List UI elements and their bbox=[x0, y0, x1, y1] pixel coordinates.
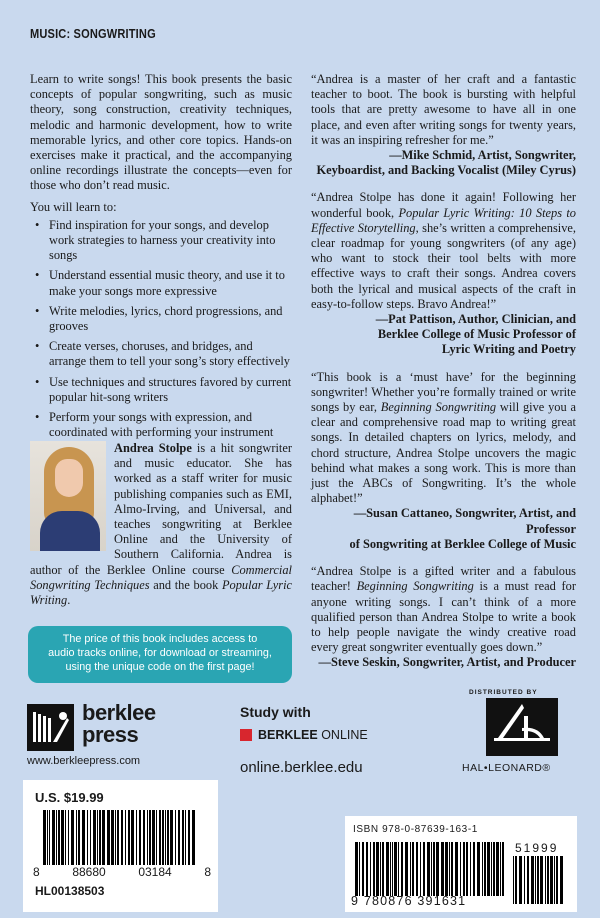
barcode-bar bbox=[61, 810, 64, 865]
barcode-bar bbox=[451, 842, 453, 896]
barcode-bar bbox=[491, 842, 492, 896]
barcode-bar bbox=[68, 810, 70, 865]
barcode-bar bbox=[115, 810, 116, 865]
barcode-bar bbox=[519, 856, 522, 904]
barcode-bar bbox=[43, 810, 46, 865]
barcode-bar bbox=[125, 810, 126, 865]
hal-leonard-icon bbox=[486, 698, 558, 756]
barcode-bar bbox=[412, 842, 414, 896]
right-column bbox=[311, 72, 576, 683]
barcode-bar bbox=[355, 842, 358, 896]
isbn-barcode-box bbox=[345, 816, 577, 912]
barcode-bar bbox=[111, 810, 114, 865]
quote-attribution: —Mike Schmid, Artist, Songwriter, bbox=[389, 148, 576, 163]
quote-attribution: —Susan Cattaneo, Songwriter, Artist, and Professor bbox=[353, 506, 576, 536]
barcode-bar bbox=[65, 810, 66, 865]
quote-block: “Andrea Stolpe has done it again! Following her wonderful book, Popular Lyric Writing: 10 Steps to Effective Storytelling, she’s written a comprehensive, clear roadmap for young songwriters (of any age) who want to stock their tool belts with more effective ways to craft their songs. Andrea covers both the lyrical and musical aspects of the craft in easy-to-follow steps. Bravo Andrea!” —Pat Pattison, Author, Clinician, and Berklee College of Music Professor of Lyric Writing and Poetry bbox=[311, 190, 577, 357]
barcode-bar bbox=[97, 810, 98, 865]
barcode-bar bbox=[147, 810, 148, 865]
hal-leonard-name: HAL•LEONARD® bbox=[462, 762, 551, 774]
barcode-bar bbox=[482, 842, 483, 896]
barcode-bar bbox=[550, 856, 553, 904]
barcode-bar bbox=[484, 842, 486, 896]
barcode-bar bbox=[502, 842, 504, 896]
barcode-bar bbox=[56, 810, 57, 865]
learn-item: • Perform your songs with expression, and coordinated with performing your instrument bbox=[30, 410, 292, 440]
barcode-bar bbox=[531, 856, 534, 904]
barcode-bar bbox=[76, 810, 77, 865]
barcode-bar bbox=[167, 810, 169, 865]
barcode-bar bbox=[87, 810, 88, 865]
barcode-bar bbox=[128, 810, 130, 865]
berklee-online-icon bbox=[240, 729, 252, 741]
barcode-bar bbox=[162, 810, 165, 865]
barcode-bar bbox=[380, 842, 381, 896]
barcode-bar bbox=[108, 810, 110, 865]
barcode-bar bbox=[427, 842, 430, 896]
barcode-bar bbox=[527, 856, 529, 904]
barcode-bar bbox=[165, 810, 166, 865]
learn-item: • Find inspiration for your songs, and develop work strategies to harness your creativity into songs bbox=[30, 218, 292, 264]
barcode-bar bbox=[540, 856, 543, 904]
barcode-bar bbox=[477, 842, 480, 896]
barcode-bar bbox=[524, 856, 525, 904]
barcode-bar bbox=[556, 856, 558, 904]
upc-barcode bbox=[43, 810, 197, 865]
isbn-barcode bbox=[355, 842, 505, 896]
barcode-bar bbox=[500, 842, 501, 896]
barcode-bar bbox=[82, 810, 85, 865]
barcode-bar bbox=[373, 842, 375, 896]
barcode-bar bbox=[431, 842, 432, 896]
barcode-bar bbox=[515, 856, 517, 904]
barcode-bar bbox=[537, 856, 539, 904]
barcode-bar bbox=[449, 842, 450, 896]
barcode-bar bbox=[49, 810, 51, 865]
barcode-bar bbox=[175, 810, 176, 865]
barcode-bar bbox=[90, 810, 92, 865]
barcode-bar bbox=[470, 842, 471, 896]
barcode-bar bbox=[463, 842, 465, 896]
barcode-bar bbox=[182, 810, 185, 865]
barcode-bar bbox=[170, 810, 173, 865]
berklee-press-icon bbox=[27, 704, 74, 751]
barcode-bar bbox=[178, 810, 180, 865]
barcode-bar bbox=[554, 856, 555, 904]
quote-attribution: —Pat Pattison, Author, Clinician, and bbox=[375, 312, 576, 327]
barcode-bar bbox=[117, 810, 119, 865]
isbn-digits: 9 780876 391631 bbox=[351, 894, 467, 908]
barcode-bar bbox=[442, 842, 444, 896]
barcode-bar bbox=[370, 842, 371, 896]
barcode-bar bbox=[466, 842, 469, 896]
barcode-bar bbox=[149, 810, 151, 865]
barcode-bar bbox=[139, 810, 141, 865]
addon-digits: 51999 bbox=[515, 841, 559, 855]
barcode-bar bbox=[487, 842, 490, 896]
barcode-bar bbox=[52, 810, 55, 865]
upc-barcode-box bbox=[23, 780, 218, 912]
barcode-bar bbox=[192, 810, 195, 865]
barcode-bar bbox=[382, 842, 384, 896]
barcode-bar bbox=[136, 810, 137, 865]
barcode-bar bbox=[58, 810, 60, 865]
barcode-bar bbox=[386, 842, 389, 896]
barcode-bar bbox=[513, 856, 514, 904]
isbn-label: ISBN 978-0-87639-163-1 bbox=[353, 824, 478, 835]
barcode-bar bbox=[121, 810, 124, 865]
quote-block: “Andrea is a master of her craft and a fantastic teacher to boot. The book is bursting with helpful tools that are pretty awesome to have all in one place, and even after writing songs for twenty years, it was an inspiring refresher for me.” —Mike Schmid, Artist, Songwriter, Keyboardist, and Backing Vocalist (Miley Cyrus) bbox=[311, 72, 576, 178]
author-section bbox=[30, 441, 292, 608]
barcode-bar bbox=[152, 810, 155, 865]
addon-barcode bbox=[513, 856, 565, 904]
barcode-bar bbox=[445, 842, 448, 896]
quote-attribution: —Steve Seskin, Songwriter, Artist, and Producer bbox=[318, 655, 576, 670]
learn-item: • Create verses, choruses, and bridges, and arrange them to tell your song’s story effectively bbox=[30, 339, 292, 369]
quote-block: “This book is a ‘must have’ for the beginning songwriter! Whether you’re formally trained or write songs by ear, Beginning Songwriting will give you a clear and comprehensive road map to writing great songs. In detailed chapters on lyrics, melody, and chord structure, Andrea Stolpe uncovers the magic behind what makes a song work. This is more than just the ABCs of Songwriting. It’s the whole alphabet!” —Susan Cattaneo, Songwriter, Artist, and Professor of Songwriting at Berklee College of Music bbox=[311, 369, 576, 551]
author-photo bbox=[30, 441, 106, 551]
barcode-bar bbox=[362, 842, 364, 896]
intro-text: Learn to write songs! This book presents the basic concepts of popular songwriting, such as music theory, song construction, creativity techniques, melodic and harmonic development, how to write memorable lyrics, and other core topics. Hands-on exercises make it practical, and the accompanying online recordings illustrate the concepts—even for those who don’t read music. bbox=[30, 72, 292, 193]
barcode-bar bbox=[420, 842, 421, 896]
barcode-bar bbox=[102, 810, 105, 865]
learn-item: • Write melodies, lyrics, chord progressions, and grooves bbox=[30, 304, 292, 334]
barcode-bar bbox=[392, 842, 394, 896]
learn-list bbox=[30, 218, 292, 441]
barcode-bar bbox=[107, 810, 108, 865]
barcode-bar bbox=[394, 842, 397, 896]
left-column bbox=[30, 72, 292, 445]
barcode-bar bbox=[366, 842, 369, 896]
barcode-bar bbox=[410, 842, 411, 896]
barcode-bar bbox=[78, 810, 80, 865]
barcode-bar bbox=[47, 810, 48, 865]
barcode-bar bbox=[560, 856, 563, 904]
barcode-bar bbox=[390, 842, 391, 896]
berklee-online-block: Study with BERKLEE ONLINE online.berklee.edu bbox=[240, 704, 368, 776]
barcode-bar bbox=[496, 842, 499, 896]
barcode-bar bbox=[185, 810, 186, 865]
barcode-bar bbox=[460, 842, 461, 896]
learn-heading: You will learn to: bbox=[30, 199, 117, 214]
learn-item: • Use techniques and structures favored by current popular hit-song writers bbox=[30, 375, 292, 405]
barcode-bar bbox=[423, 842, 425, 896]
author-bio: Andrea Stolpe is a hit songwriter and music educator. She has worked as a staff writer for music publishing companies such as EMI, Almo-Irving, and Universal, and teaches songwriting at Berklee Online and the University of Southern California. Andrea is author of the Berklee Online course Commercial Songwriting Techniques and the book Popular Lyric Writing. bbox=[30, 441, 293, 608]
barcode-bar bbox=[535, 856, 536, 904]
barcode-bar bbox=[131, 810, 134, 865]
learn-item: • Understand essential music theory, and use it to make your songs more expressive bbox=[30, 268, 292, 298]
barcode-bar bbox=[93, 810, 96, 865]
barcode-bar bbox=[99, 810, 101, 865]
barcode-bar bbox=[436, 842, 439, 896]
barcode-bar bbox=[398, 842, 399, 896]
hl-product-code: HL00138503 bbox=[35, 884, 105, 898]
upc-digits: 8 88680 03184 8 bbox=[33, 865, 211, 879]
barcode-bar bbox=[545, 856, 546, 904]
barcode-bar bbox=[455, 842, 458, 896]
barcode-bar bbox=[401, 842, 403, 896]
online-url: online.berklee.edu bbox=[240, 759, 363, 776]
berklee-press-logo: berklee press bbox=[27, 700, 177, 756]
barcode-bar bbox=[547, 856, 549, 904]
barcode-bar bbox=[405, 842, 408, 896]
quote-block: “Andrea Stolpe is a gifted writer and a fabulous teacher! Beginning Songwriting is a must read for anyone writing songs. I can’t think of a more qualified person than Andrea Stolpe to write a book to help people navigate the windy creative road every great songwriter eventually goes down.” —Steve Seskin, Songwriter, Artist, and Producer bbox=[311, 564, 576, 670]
barcode-bar bbox=[159, 810, 161, 865]
barcode-bar bbox=[143, 810, 146, 865]
category-label: MUSIC: SONGWRITING bbox=[30, 26, 156, 41]
audio-promo-banner: The price of this book includes access to audio tracks online, for download or streaming, using the unique code on the first page! bbox=[28, 626, 292, 683]
price-label: U.S. $19.99 bbox=[35, 790, 104, 805]
barcode-bar bbox=[188, 810, 190, 865]
barcode-bar bbox=[493, 842, 495, 896]
barcode-bar bbox=[156, 810, 157, 865]
barcode-bar bbox=[473, 842, 475, 896]
barcode-bar bbox=[71, 810, 74, 865]
barcode-bar bbox=[441, 842, 442, 896]
author-name: Andrea Stolpe bbox=[114, 441, 192, 455]
barcode-bar bbox=[359, 842, 360, 896]
publisher-site: www.berkleepress.com bbox=[27, 755, 141, 767]
barcode-bar bbox=[376, 842, 379, 896]
barcode-bar bbox=[416, 842, 419, 896]
distributed-by-label: DISTRIBUTED BY bbox=[469, 689, 538, 696]
barcode-bar bbox=[433, 842, 435, 896]
